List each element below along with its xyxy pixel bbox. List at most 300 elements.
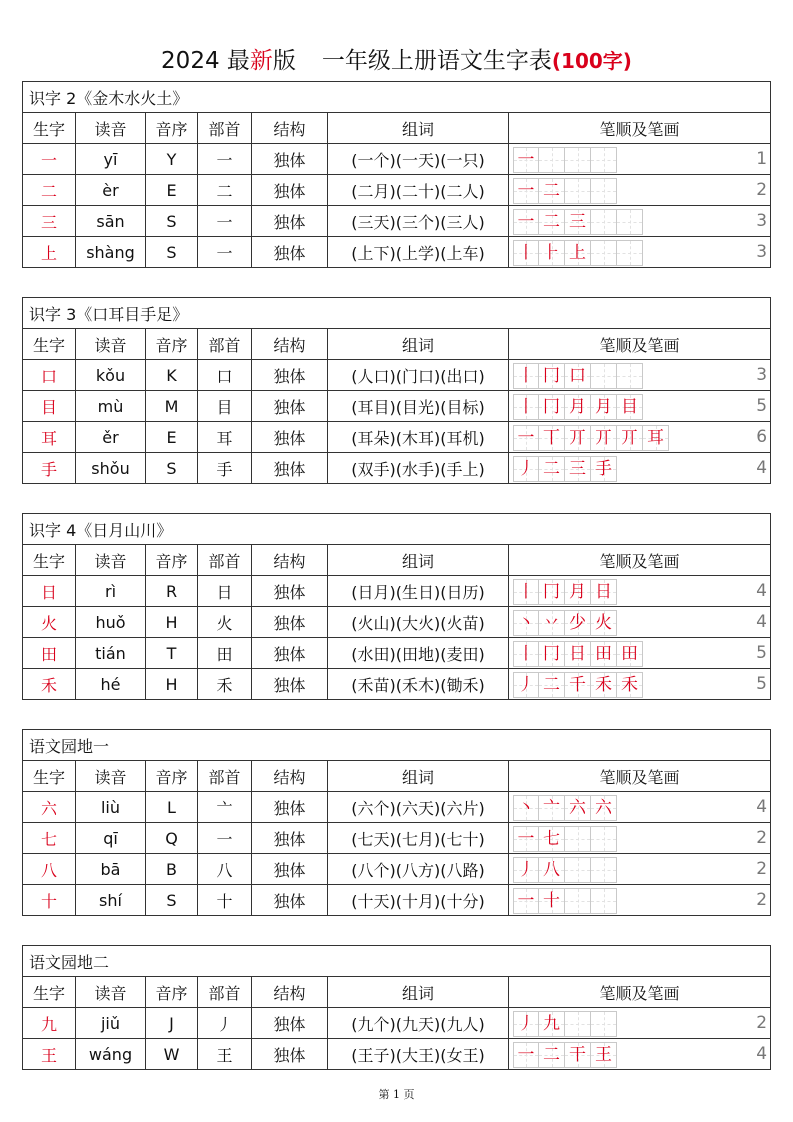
initial-cell: E [146, 422, 198, 453]
stroke-step: 丶 [517, 797, 535, 818]
title-new-b: 新 [249, 48, 273, 74]
column-header: 音序 [146, 761, 198, 792]
stroke-step: 丿 [517, 1013, 535, 1034]
radical-cell: 耳 [198, 422, 252, 453]
stroke-box [565, 394, 591, 420]
stroke-step: 七 [543, 828, 560, 849]
stroke-count: 3 [756, 242, 768, 262]
column-header: 读音 [76, 113, 146, 144]
pinyin-cell: rì [76, 576, 146, 607]
column-header: 结构 [252, 113, 328, 144]
stroke-grid [513, 826, 617, 852]
character-cell: 目 [23, 391, 76, 422]
stroke-box [539, 425, 565, 451]
stroke-box [565, 795, 591, 821]
table-row [23, 854, 771, 885]
initial-cell: S [146, 237, 198, 268]
stroke-box [539, 1042, 565, 1068]
stroke-box [513, 394, 539, 420]
stroke-step: 丿 [517, 859, 535, 880]
structure-cell: 独体 [252, 576, 328, 607]
stroke-step: 亠 [543, 797, 560, 818]
stroke-grid [513, 857, 617, 883]
stroke-order-cell [509, 453, 771, 484]
initial-cell: E [146, 175, 198, 206]
structure-cell: 独体 [252, 854, 328, 885]
stroke-box [513, 610, 539, 636]
stroke-grid [513, 240, 643, 266]
stroke-step: 二 [543, 458, 560, 479]
section-title: 识字 3《口耳目手足》 [23, 298, 771, 329]
stroke-order-cell [509, 854, 771, 885]
pinyin-cell: huǒ [76, 607, 146, 638]
page-footer: 第 1 页 [378, 1088, 415, 1101]
column-header: 读音 [76, 329, 146, 360]
stroke-step: 火 [595, 612, 612, 633]
pinyin-cell: wáng [76, 1039, 146, 1070]
stroke-box [591, 147, 617, 173]
pinyin-cell: jiǔ [76, 1008, 146, 1039]
section-table [22, 729, 771, 916]
stroke-order-cell [509, 669, 771, 700]
stroke-count: 4 [756, 581, 767, 601]
stroke-order-cell [509, 885, 771, 916]
stroke-grid [513, 672, 643, 698]
radical-cell: 口 [198, 360, 252, 391]
stroke-box [565, 425, 591, 451]
radical-cell: 一 [198, 206, 252, 237]
stroke-step: 一 [517, 828, 535, 849]
column-header: 结构 [252, 761, 328, 792]
title-count: (100字) [551, 49, 632, 73]
section-title: 识字 4《日月山川》 [23, 514, 771, 545]
stroke-box [617, 394, 643, 420]
stroke-box [591, 240, 617, 266]
stroke-box [565, 888, 591, 914]
words-cell: (八个)(八方)(八路) [328, 854, 509, 885]
stroke-box [513, 579, 539, 605]
radical-cell: 目 [198, 391, 252, 422]
initial-cell: W [146, 1039, 198, 1070]
stroke-box [591, 795, 617, 821]
stroke-box [565, 610, 591, 636]
stroke-step: 二 [543, 674, 560, 695]
column-header: 组词 [328, 545, 509, 576]
structure-cell: 独体 [252, 823, 328, 854]
stroke-step: 二 [543, 180, 560, 201]
stroke-step: 月 [569, 396, 586, 417]
pinyin-cell: liù [76, 792, 146, 823]
character-cell: 王 [23, 1039, 76, 1070]
initial-cell: S [146, 206, 198, 237]
stroke-box [513, 425, 539, 451]
initial-cell: K [146, 360, 198, 391]
character-cell: 二 [23, 175, 76, 206]
section-table [22, 513, 771, 700]
stroke-step: 少 [569, 612, 586, 633]
structure-cell: 独体 [252, 638, 328, 669]
stroke-box [591, 209, 617, 235]
pinyin-cell: shàng [76, 237, 146, 268]
character-cell: 三 [23, 206, 76, 237]
initial-cell: H [146, 607, 198, 638]
stroke-order-cell [509, 823, 771, 854]
stroke-step: 丨 [517, 242, 535, 263]
pinyin-cell: yī [76, 144, 146, 175]
stroke-step: 丷 [543, 612, 560, 633]
column-header: 部首 [198, 329, 252, 360]
structure-cell: 独体 [252, 144, 328, 175]
character-cell: 耳 [23, 422, 76, 453]
column-header: 生字 [23, 113, 76, 144]
stroke-order-cell [509, 792, 771, 823]
stroke-count: 6 [756, 427, 768, 447]
stroke-order-cell [509, 576, 771, 607]
stroke-box [513, 240, 539, 266]
stroke-box [513, 1042, 539, 1068]
pinyin-cell: kǒu [76, 360, 146, 391]
stroke-box [591, 363, 617, 389]
stroke-box [617, 425, 643, 451]
stroke-step: 丨 [517, 396, 535, 417]
stroke-box [565, 178, 591, 204]
stroke-step: 田 [621, 643, 638, 664]
stroke-step: 冂 [543, 643, 560, 664]
stroke-box [617, 363, 643, 389]
stroke-step: 丿 [517, 674, 535, 695]
stroke-box [591, 1042, 617, 1068]
column-header: 部首 [198, 977, 252, 1008]
stroke-box [565, 857, 591, 883]
stroke-box [565, 1011, 591, 1037]
column-header: 笔顺及笔画 [509, 545, 771, 576]
structure-cell: 独体 [252, 175, 328, 206]
table-row [23, 792, 771, 823]
radical-cell: 一 [198, 823, 252, 854]
stroke-grid [513, 394, 643, 420]
stroke-grid [513, 1042, 617, 1068]
stroke-box [513, 857, 539, 883]
character-cell: 十 [23, 885, 76, 916]
radical-cell: 王 [198, 1039, 252, 1070]
structure-cell: 独体 [252, 391, 328, 422]
initial-cell: H [146, 669, 198, 700]
stroke-step: 九 [543, 1013, 560, 1034]
stroke-step: 三 [569, 211, 586, 232]
stroke-step: 上 [569, 242, 586, 263]
words-cell: (九个)(九天)(九人) [328, 1008, 509, 1039]
radical-cell: 十 [198, 885, 252, 916]
initial-cell: L [146, 792, 198, 823]
section-table [22, 297, 771, 484]
radical-cell: 亠 [198, 792, 252, 823]
stroke-count: 2 [756, 180, 768, 200]
words-cell: (耳目)(目光)(目标) [328, 391, 509, 422]
page-title [0, 45, 793, 77]
stroke-step: 二 [543, 1044, 560, 1065]
character-cell: 田 [23, 638, 76, 669]
table-row [23, 422, 771, 453]
stroke-box [565, 579, 591, 605]
stroke-grid [513, 209, 643, 235]
initial-cell: R [146, 576, 198, 607]
pinyin-cell: tián [76, 638, 146, 669]
stroke-box [565, 363, 591, 389]
column-header: 笔顺及笔画 [509, 329, 771, 360]
stroke-order-cell [509, 144, 771, 175]
initial-cell: J [146, 1008, 198, 1039]
stroke-box [591, 826, 617, 852]
stroke-box [539, 363, 565, 389]
stroke-box [513, 888, 539, 914]
pinyin-cell: sān [76, 206, 146, 237]
stroke-order-cell [509, 391, 771, 422]
column-header: 读音 [76, 761, 146, 792]
stroke-step: 六 [595, 797, 612, 818]
column-header: 生字 [23, 329, 76, 360]
stroke-order-cell [509, 360, 771, 391]
column-header: 读音 [76, 545, 146, 576]
stroke-box [565, 456, 591, 482]
stroke-grid [513, 1011, 617, 1037]
stroke-box [539, 826, 565, 852]
radical-cell: 二 [198, 175, 252, 206]
words-cell: (七天)(七月)(七十) [328, 823, 509, 854]
initial-cell: T [146, 638, 198, 669]
table-row [23, 1008, 771, 1039]
column-header: 结构 [252, 545, 328, 576]
column-header: 部首 [198, 761, 252, 792]
words-cell: (三天)(三个)(三人) [328, 206, 509, 237]
radical-cell: 日 [198, 576, 252, 607]
structure-cell: 独体 [252, 1008, 328, 1039]
stroke-box [591, 425, 617, 451]
stroke-count: 2 [756, 828, 768, 848]
words-cell: (人口)(门口)(出口) [328, 360, 509, 391]
stroke-box [565, 240, 591, 266]
stroke-step: 二 [543, 211, 560, 232]
stroke-step: 丨 [517, 581, 535, 602]
stroke-step: 丨 [517, 643, 535, 664]
stroke-order-cell [509, 1039, 771, 1070]
stroke-count: 1 [756, 149, 768, 169]
pinyin-cell: hé [76, 669, 146, 700]
stroke-step: 千 [569, 674, 586, 695]
stroke-box [539, 888, 565, 914]
stroke-step: 手 [595, 458, 612, 479]
title-main: 一年级上册语文生字表 [321, 48, 552, 74]
stroke-box [539, 672, 565, 698]
header-row [23, 329, 771, 360]
stroke-step: 丶 [517, 612, 535, 633]
pinyin-cell: mù [76, 391, 146, 422]
stroke-step: 日 [595, 581, 612, 602]
radical-cell: 火 [198, 607, 252, 638]
structure-cell: 独体 [252, 792, 328, 823]
table-row [23, 206, 771, 237]
stroke-step: 一 [517, 890, 535, 911]
stroke-grid [513, 425, 669, 451]
stroke-order-cell [509, 237, 771, 268]
character-cell: 日 [23, 576, 76, 607]
table-row [23, 360, 771, 391]
stroke-step: 月 [569, 581, 586, 602]
character-cell: 一 [23, 144, 76, 175]
words-cell: (十天)(十月)(十分) [328, 885, 509, 916]
column-header: 结构 [252, 329, 328, 360]
initial-cell: B [146, 854, 198, 885]
stroke-step: 王 [595, 1044, 612, 1065]
stroke-count: 5 [756, 643, 767, 663]
column-header: 生字 [23, 545, 76, 576]
title-year: 2024 [161, 48, 220, 74]
stroke-box [591, 888, 617, 914]
title-edition: 版 [272, 48, 296, 74]
stroke-count: 2 [756, 859, 768, 879]
stroke-step: 冂 [543, 581, 560, 602]
words-cell: (水田)(田地)(麦田) [328, 638, 509, 669]
column-header: 音序 [146, 113, 198, 144]
stroke-box [591, 394, 617, 420]
stroke-order-cell [509, 1008, 771, 1039]
stroke-step: 一 [517, 427, 535, 448]
words-cell: (上下)(上学)(上车) [328, 237, 509, 268]
stroke-step: 丌 [595, 427, 612, 448]
stroke-step: 丅 [543, 427, 560, 448]
column-header: 音序 [146, 545, 198, 576]
stroke-box [513, 147, 539, 173]
structure-cell: 独体 [252, 360, 328, 391]
table-row [23, 823, 771, 854]
radical-cell: 八 [198, 854, 252, 885]
initial-cell: Q [146, 823, 198, 854]
stroke-box [539, 209, 565, 235]
character-cell: 九 [23, 1008, 76, 1039]
stroke-order-cell [509, 638, 771, 669]
stroke-step: 丨 [517, 365, 535, 386]
stroke-grid [513, 641, 643, 667]
stroke-box [591, 641, 617, 667]
column-header: 部首 [198, 113, 252, 144]
stroke-count: 4 [756, 458, 768, 478]
words-cell: (王子)(大王)(女王) [328, 1039, 509, 1070]
words-cell: (二月)(二十)(二人) [328, 175, 509, 206]
stroke-box [539, 610, 565, 636]
stroke-count: 2 [756, 1013, 768, 1033]
stroke-box [513, 456, 539, 482]
stroke-grid [513, 888, 617, 914]
pinyin-cell: ěr [76, 422, 146, 453]
title-new-a: 最 [226, 48, 250, 74]
pinyin-cell: èr [76, 175, 146, 206]
stroke-box [513, 641, 539, 667]
pinyin-cell: bā [76, 854, 146, 885]
stroke-box [591, 1011, 617, 1037]
stroke-box [643, 425, 669, 451]
stroke-box [565, 826, 591, 852]
section-table [22, 81, 771, 268]
column-header: 笔顺及笔画 [509, 113, 771, 144]
stroke-box [539, 641, 565, 667]
stroke-box [513, 1011, 539, 1037]
structure-cell: 独体 [252, 206, 328, 237]
stroke-grid [513, 579, 617, 605]
stroke-grid [513, 363, 643, 389]
stroke-box [591, 456, 617, 482]
stroke-count: 4 [756, 797, 768, 817]
words-cell: (禾苗)(禾木)(锄禾) [328, 669, 509, 700]
character-cell: 口 [23, 360, 76, 391]
stroke-box [539, 178, 565, 204]
words-cell: (耳朵)(木耳)(耳机) [328, 422, 509, 453]
stroke-grid [513, 795, 617, 821]
stroke-order-cell [509, 175, 771, 206]
header-row [23, 761, 771, 792]
table-row [23, 669, 771, 700]
stroke-step: 干 [569, 1044, 586, 1065]
stroke-box [565, 147, 591, 173]
column-header: 组词 [328, 113, 509, 144]
stroke-box [539, 795, 565, 821]
stroke-box [591, 178, 617, 204]
stroke-step: 丿 [517, 458, 535, 479]
stroke-box [539, 240, 565, 266]
stroke-box [539, 1011, 565, 1037]
table-row [23, 237, 771, 268]
structure-cell: 独体 [252, 237, 328, 268]
stroke-grid [513, 610, 617, 636]
table-row [23, 453, 771, 484]
stroke-box [513, 363, 539, 389]
radical-cell: 一 [198, 237, 252, 268]
stroke-grid [513, 178, 617, 204]
stroke-step: 一 [517, 1044, 535, 1065]
column-header: 读音 [76, 977, 146, 1008]
table-row [23, 638, 771, 669]
character-cell: 上 [23, 237, 76, 268]
stroke-box [539, 147, 565, 173]
stroke-step: 丌 [569, 427, 586, 448]
stroke-box [513, 826, 539, 852]
stroke-box [591, 857, 617, 883]
stroke-step: 口 [569, 365, 586, 386]
stroke-step: 日 [569, 643, 586, 664]
stroke-count: 5 [756, 396, 768, 416]
stroke-box [617, 641, 643, 667]
stroke-box [591, 672, 617, 698]
stroke-box [539, 579, 565, 605]
column-header: 组词 [328, 977, 509, 1008]
pinyin-cell: qī [76, 823, 146, 854]
words-cell: (日月)(生日)(日历) [328, 576, 509, 607]
table-row [23, 885, 771, 916]
stroke-step: 三 [569, 458, 586, 479]
stroke-box [513, 795, 539, 821]
table-row [23, 144, 771, 175]
words-cell: (火山)(大火)(火苗) [328, 607, 509, 638]
stroke-step: 禾 [621, 674, 638, 695]
character-cell: 手 [23, 453, 76, 484]
stroke-count: 2 [756, 890, 768, 910]
words-cell: (双手)(水手)(手上) [328, 453, 509, 484]
stroke-box [617, 240, 643, 266]
table-row [23, 1039, 771, 1070]
column-header: 组词 [328, 761, 509, 792]
column-header: 组词 [328, 329, 509, 360]
stroke-step: 禾 [595, 674, 612, 695]
header-row [23, 545, 771, 576]
radical-cell: 禾 [198, 669, 252, 700]
